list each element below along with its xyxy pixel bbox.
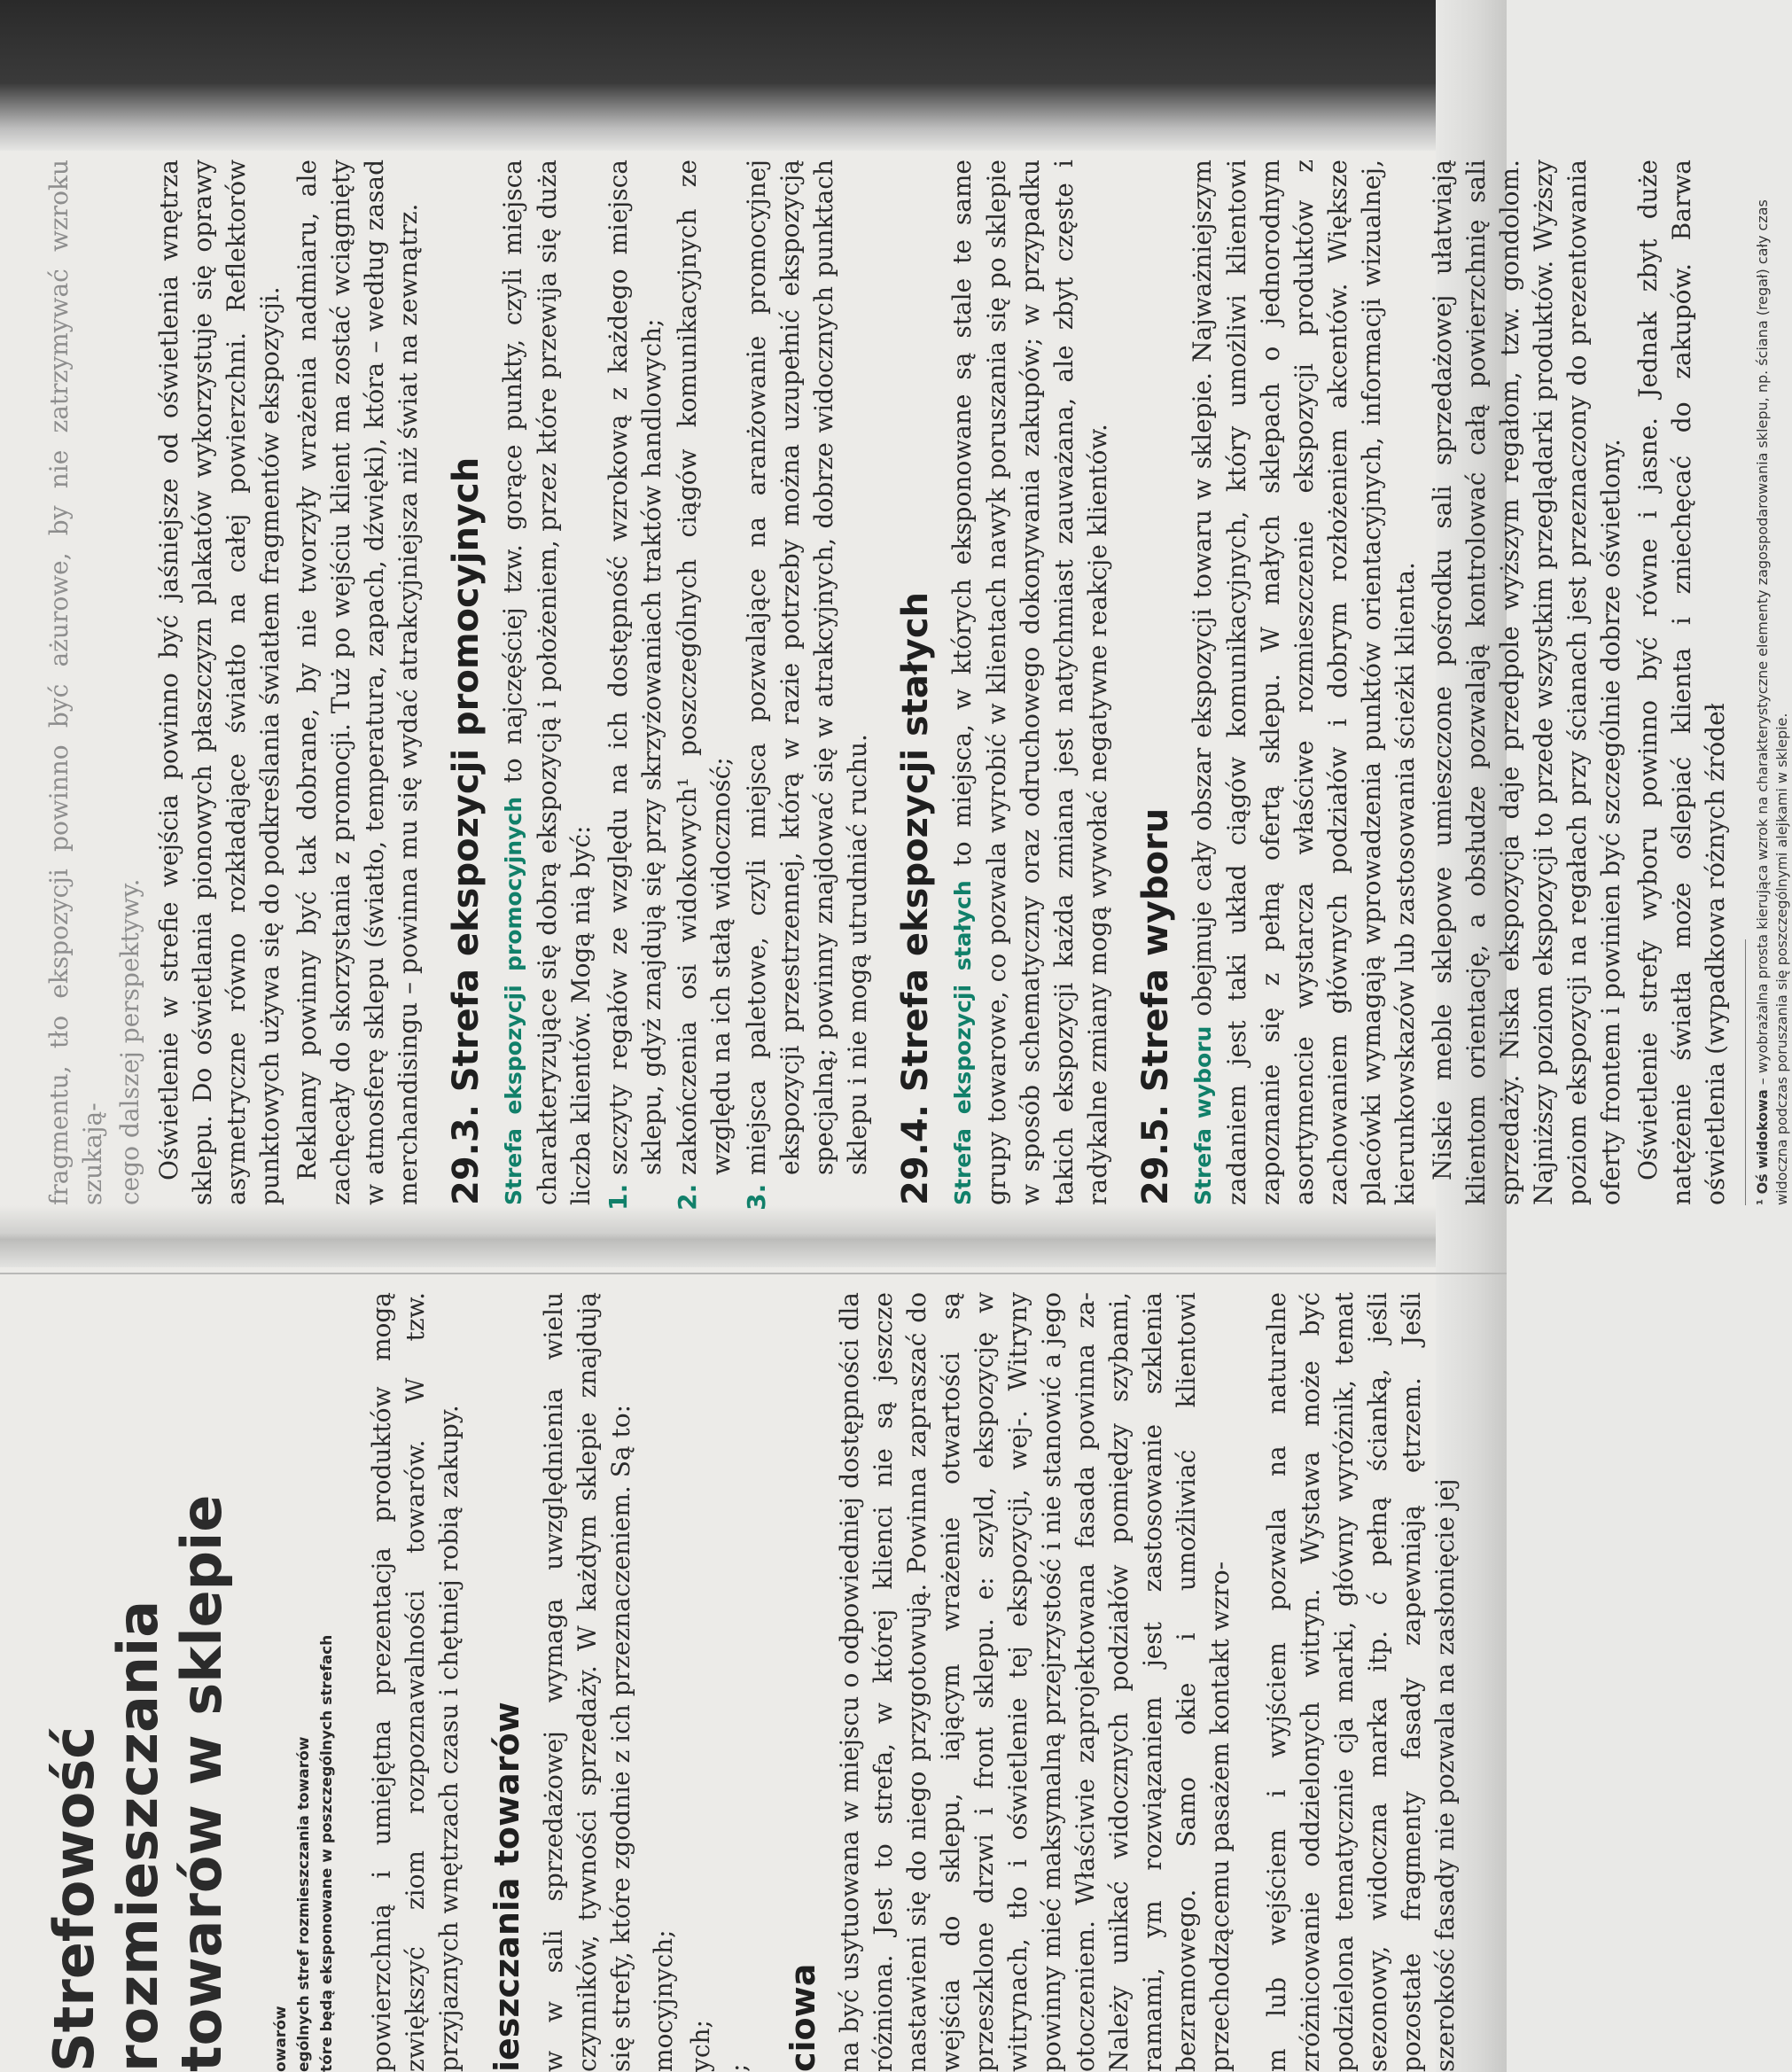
- footnote: [1753, 160, 1792, 1205]
- section-29-4-text: to miejsca, w których eksponowane są stale te same grupy towarowe, co pozwala wyrobić w klientach nawyk poruszania się po sklepie w sposób schematyczny oraz odruchowego dokonywania zakupów; w przypadku takich ekspozycji każda zmiana jest natychmiast zauważana, ale zbyt częste i radykalne zmiany mogą wywołać negatywne reakcje klientów.: [947, 159, 1112, 1205]
- footnote-rule: [1745, 939, 1746, 1205]
- term-fixed: Strefa ekspozycji stałych: [950, 880, 976, 1205]
- footnote-text: – wyobrażalna prosta kierująca wzrok na charakterystyczne elementy zagospodarowania sklepu, np. ściana (regał) cały czas widoczna podczas poruszania się poszczególnymi alejkami w sklepie.: [1754, 199, 1790, 1205]
- list-item: 3. miejsca paletowe, czyli miejsca pozwalające na aranżowanie promocyjnej ekspozycji przestrzennej, którą w razie potrzeby można uzupełnić ekspozycją specjalną; powinny znajdować się w atrakcyjnych, dobrze widocznych punktach sklepu i nie mogą utrudniać ruchu.: [740, 160, 875, 1175]
- list-item: mocyjnych;: [649, 1929, 678, 2072]
- chapter-title-line-2: towarów w sklepie: [169, 1494, 234, 2072]
- goal-line: ególnych stref rozmieszczania towarów: [295, 1736, 313, 2072]
- paragraph-lighting: Oświetlenie w strefie wejścia powinno być jaśniejsze od oświetlenia wnętrza sklepu. Do oświetlania pionowych płaszczyzn plakatów wykorzystuje się oprawy asymetryczne równo rozkładające światło na całej powierzchni. Reflektorów punktowych używa się do podkreślania światłem fragmentów ekspozycji.: [154, 160, 284, 1205]
- right-page: [43, 159, 1790, 1205]
- section-29-5-text: obejmuje cały obszar ekspozycji towaru w sklepie. Najważniejszym zadaniem jest taki układ ciągów komunikacyjnych, który umożliwi klientowi zapoznanie się z pełną ofertą sklepu. W małych sklepach o jednorodnym asortymencie wystarcza właściwe rozmieszczenie ekspozycji produktów z zachowaniem głównych podziałów i dobrym rozłożeniem akcentów. Większe placówki wymagają wprowadzenia punktów orientacyjnych, informacji wizualnej, kierunkowskazów lub zastosowania ścieżki klienta.: [1188, 160, 1420, 1205]
- left-list-b: [647, 1292, 755, 2072]
- section-29-3-text: to najczęściej tzw. gorące punkty, czyli miejsca charakteryzujące się dobrą ekspozycją i położeniem, przez które przewija się duża liczba klientów. Mogą nią być:: [498, 160, 596, 1205]
- chapter-title: [43, 1292, 234, 2072]
- left-heading-b: ieszczania towarów: [487, 1702, 526, 2072]
- section-heading-29-3: 29.3. Strefa ekspozycji promocyjnych: [446, 456, 487, 1205]
- goal-line: owarów: [272, 2006, 290, 2072]
- intro-line-2: cego dalszej perspektywy.: [115, 878, 144, 1205]
- left-para-a: powierzchnią i umiejętna prezentacja produktów mogą zwiększyć ziom rozpoznawalności towarów. W tzw. przyjaznych wnętrzach czasu i chętniej robią zakupy.: [367, 1292, 464, 2072]
- section-heading-29-5: 29.5. Strefa wyboru: [1135, 807, 1176, 1205]
- left-para-d: m lub wejściem i wyjściem pozwala na naturalne zróżnicowanie oddzielonych witryn. Wystawa może być podzielona tematycznie cja marki, główny wyróżnik, temat sezonowy, widoczna marka itp. ć pełną ścianką, jeśli pozostałe fragmenty fasady zapewniają ętrzem. Jeśli szerokość fasady nie pozwala na zasłonięcie jej: [1262, 1292, 1460, 2072]
- section-29-5-para-2: Niskie meble sklepowe umieszczone pośrodku sali sprzedażowej ułatwiają klientom orientację, a obsłudze pozwalają kontrolować całą powierzchnię sali sprzedaży. Niska ekspozycja daje przedpole wyższym regałom, tzw. gondolom. Najniższy poziom ekspozycji to przede wszystkim przeglądarki produktów. Wyższy poziom ekspozycji na regałach przy ścianach jest przeznaczony do prezentowania oferty frontem i powinien być szczególnie dobrze oświetlony.: [1428, 160, 1625, 1205]
- section-29-5-intro: [1186, 160, 1422, 1205]
- list-item: ych;: [686, 2020, 715, 2072]
- footnote-term: ¹ Oś widokowa: [1754, 1089, 1771, 1205]
- goal-line: tóre będą eksponowane w poszczególnych strefach: [318, 1634, 336, 2072]
- scanner-shadow: [0, 0, 1507, 151]
- left-para-b: w w sali sprzedażowej wymaga uwzględnienia wielu czynników, tywności sprzedaży. W każdym sklepie znajdują się strefy, które zgodnie z ich przeznaczeniem. Są to:: [539, 1292, 635, 2072]
- section-29-5-para-3: Oświetlenie strefy wyboru powinno być równe i jasne. Jednak zbyt duże natężenie światła może oślepiać klienta i zniechęcać do zakupów. Barwa oświetlenia (wypadkowa różnych źródeł: [1633, 160, 1730, 1205]
- term-choice: Strefa wyboru: [1190, 1025, 1216, 1205]
- section-29-4-intro: [946, 160, 1115, 1205]
- promo-list: [602, 160, 875, 1205]
- learning-goals: [269, 1292, 339, 2072]
- chapter-title-line-1: Strefowość rozmieszczania: [42, 1600, 170, 2072]
- term-promo: Strefa ekspozycji promocyjnych: [501, 796, 526, 1205]
- section-29-3-intro: [496, 160, 598, 1205]
- left-heading-c: ciowa: [783, 1963, 822, 2072]
- left-page: [43, 1292, 1496, 2072]
- paragraph-ads: Reklamy powinny być tak dobrane, by nie tworzyły wrażenia nadmiaru, ale zachęcały do skorzystania z promocji. Tuż po wejściu klient ma zostać wciągnięty w atmosferę sklepu (światło, temperatura, zapach, dźwięki), która – według zasad merchandisingu – powinna mu się wydać atrakcyjniejsza niż świat na zewnątrz.: [292, 160, 423, 1205]
- left-para-c: na być usytuowana w miejscu o odpowiedniej dostępności dla różniona. Jest to strefa, w której klienci nie są jeszcze nastawieni się do niego przygotowują. Powinna zapraszać do wejścia do sklepu, iającym wrażenie otwartości są przeszklone drzwi i front sklepu. e: szyld, ekspozycję w witrynach, tło i oświetlenie tej ekspozycji, wej-. Witryny powinny mieć maksymalną przejrzystość i nie stanowić a jego otoczeniem. Właściwie zaprojektowana fasada powinna za-Należy unikać widocznych podziałów pomiędzy szybami, ramami, ym rozwiązaniem jest zastosowanie szklenia bezramowego. Samo okie i umożliwiać klientowi przechodzącemu pasażem kontakt wzro-: [835, 1292, 1235, 2072]
- list-item: ;: [723, 2063, 752, 2072]
- list-item: 1. szczyty regałów ze względu na ich dostępność wzrokową z każdego miejsca sklepu, gdyż znajdują się przy skrzyżowaniach traktów handlowych;: [602, 160, 669, 1175]
- spine-line: [0, 1273, 1507, 1274]
- book-spine: [0, 1205, 1436, 1267]
- list-item: 2. zakończenia osi widokowych¹ poszczególnych ciągów komunikacyjnych ze względu na ich stałą widoczność;: [671, 160, 738, 1175]
- intro-line-1: fragmentu, tło ekspozycji powinno być ażurowe, by nie zatrzymywać wzroku szukają-: [44, 160, 107, 1205]
- section-heading-29-4: 29.4. Strefa ekspozycji stałych: [895, 591, 936, 1205]
